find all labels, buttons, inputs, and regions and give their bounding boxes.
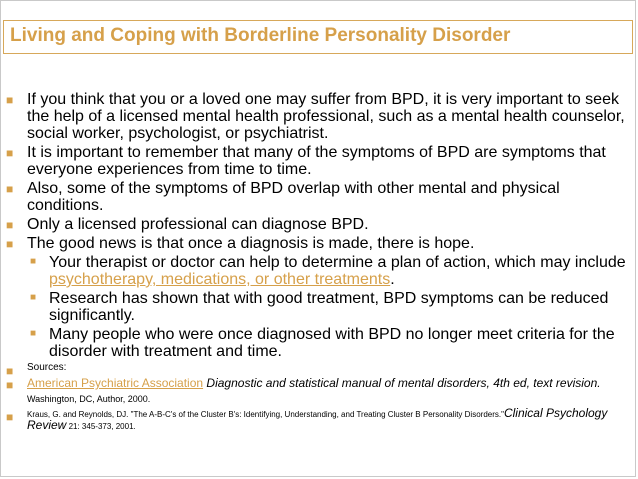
sources-label: Sources: (27, 362, 67, 373)
bullet-text: Also, some of the symptoms of BPD overlap with other mental and physical conditions. (27, 180, 560, 214)
square-bullet-icon: ■ (30, 292, 37, 303)
list-item (6, 91, 632, 142)
kraus-publication: 21: 345-373, 2001. (66, 422, 136, 431)
treatments-link[interactable]: psychotherapy, medications, or other treatments (49, 271, 391, 288)
bullet-text: Only a licensed professional can diagnose BPD. (27, 216, 369, 233)
sub-bullet-text: Many people who were once diagnosed with BPD no longer meet criteria for the disorder with treatment and time. (49, 326, 615, 360)
square-bullet-icon: ■ (6, 182, 14, 196)
square-bullet-icon: ■ (6, 410, 14, 424)
kraus-citation: Kraus, G. and Reynolds, DJ. "The A-B-C's of the Cluster B's: Identifying, Understanding, and Treating Cluster B Personality Disorders." (27, 410, 504, 419)
apa-title: Diagnostic and statistical manual of mental disorders, 4th ed, text revision. (203, 376, 601, 390)
bullet-text: The good news is that once a diagnosis is made, there is hope. (27, 235, 475, 252)
sources-label-item (6, 362, 632, 378)
sub-list-item (27, 254, 632, 288)
list-item (6, 216, 632, 233)
slide-title: Living and Coping with Borderline Personality Disorder (10, 25, 511, 46)
sub-list-item (27, 290, 632, 324)
bullet-text: If you think that you or a loved one may suffer from BPD, it is very important to seek the help of a licensed mental health professional, such as a mental health counselor, social worker, psychologist, or psychiatrist. (27, 91, 625, 142)
sub-bullet-list (27, 254, 632, 360)
square-bullet-icon: ■ (6, 237, 14, 251)
square-bullet-icon: ■ (6, 146, 14, 160)
bullet-list (6, 91, 632, 432)
apa-link[interactable]: American Psychiatric Association (27, 376, 204, 390)
list-item (6, 180, 632, 214)
source-apa (6, 376, 632, 406)
list-item (6, 235, 632, 360)
square-bullet-icon: ■ (6, 364, 14, 378)
square-bullet-icon: ■ (6, 93, 14, 107)
sub-bullet-period: . (390, 271, 395, 288)
kraus-journal: Clinical Psychology Review (27, 406, 608, 432)
square-bullet-icon: ■ (6, 218, 14, 232)
square-bullet-icon: ■ (30, 328, 37, 339)
sub-list-item (27, 326, 632, 360)
source-kraus (6, 408, 632, 432)
square-bullet-icon: ■ (30, 256, 37, 267)
square-bullet-icon: ■ (6, 378, 14, 392)
list-item (6, 144, 632, 178)
apa-publisher: Washington, DC, Author, 2000. (27, 394, 151, 404)
sub-bullet-text: Your therapist or doctor can help to determine a plan of action, which may include (49, 254, 626, 271)
bullet-text: It is important to remember that many of the symptoms of BPD are symptoms that everyone experiences from time to time. (27, 144, 606, 178)
sub-bullet-text: Research has shown that with good treatment, BPD symptoms can be reduced significantly. (49, 290, 609, 324)
title-box (3, 20, 633, 54)
slide-content (6, 91, 632, 434)
